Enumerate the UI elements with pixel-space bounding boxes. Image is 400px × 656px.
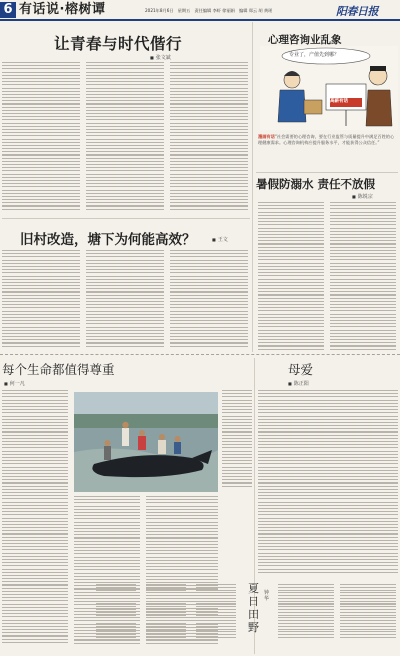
- poem-byline-text: 钟华: [264, 590, 270, 602]
- article-swim-byline: ■ 陈锐宗: [352, 193, 373, 200]
- cartoon-caption: [258, 134, 396, 146]
- article-life-body-col4: [222, 390, 252, 490]
- masthead-meta: 2021年8月6日 星期五 责任编辑 李虾 徐丽娟 编辑 郑云 胡 黄瑶: [145, 8, 273, 13]
- article-mother-title: 母爱: [288, 362, 314, 377]
- article-youth-body-col3: [170, 62, 248, 214]
- page-number-badge: [0, 2, 16, 18]
- article-swim-body-col1: [258, 202, 324, 352]
- cartoon-speech-text: 专业了，产值先到哪？: [289, 52, 340, 58]
- fold-divider: [0, 354, 400, 355]
- divider-cartoon: [256, 172, 398, 173]
- article-renovation-byline: ■ 王文: [212, 236, 228, 243]
- cartoon-sign-text: 高薪有话: [330, 99, 348, 104]
- cartoon-box: [256, 22, 398, 170]
- article-youth: [2, 22, 250, 218]
- poem-column-a: [96, 584, 136, 648]
- article-mother-body: [258, 390, 398, 576]
- poem-summer: [96, 578, 398, 654]
- masthead-rule: [0, 19, 400, 21]
- poem-summer-byline: [264, 590, 272, 602]
- article-renovation-body-col1: [2, 250, 80, 350]
- cartoon-illustration: [260, 46, 398, 130]
- cartoon-caption-label: 漫画有话: [258, 134, 275, 139]
- article-mother: [258, 358, 398, 578]
- poem-column-c: [196, 584, 236, 648]
- column-divider: [252, 22, 253, 352]
- article-life-title: 每个生命都值得尊重: [2, 362, 115, 377]
- article-life-body-col1: [2, 390, 68, 648]
- article-renovation-body-col2: [86, 250, 164, 350]
- cartoon-title: 心理咨询业乱象: [268, 34, 342, 46]
- article-mother-byline: ■ 陈正阳: [288, 380, 309, 387]
- article-youth-byline: ■ 张文斌: [150, 54, 171, 61]
- article-renovation-title: 旧村改造，塘下为何能高效？: [20, 232, 196, 248]
- cartoon-caption-text: “社会需要的心理咨询，要在行业监管与质量提升中满足百姓的心理健康需求。心理咨询机构应提升服务水平，才能获得公众信任。”: [258, 134, 395, 145]
- article-renovation: [2, 222, 250, 352]
- section-title: 有话说·榕树谭: [19, 2, 106, 17]
- poem-column-d: [278, 584, 334, 648]
- article-swim-title: 暑假防溺水 责任不放假: [256, 177, 376, 191]
- article-youth-body-col1: [2, 62, 80, 214]
- article-swim: [256, 176, 398, 354]
- article-youth-body-col2: [86, 62, 164, 214]
- article-swim-body-col2: [330, 202, 396, 352]
- article-youth-title: 让青春与时代偕行: [54, 35, 183, 53]
- poem-column-e: [340, 584, 396, 648]
- poem-summer-title: 夏日田野: [248, 582, 259, 634]
- poem-column-b: [146, 584, 186, 648]
- masthead: [0, 0, 400, 20]
- article-life-byline: ■ 何一凡: [4, 380, 25, 387]
- divider-youth: [2, 218, 250, 219]
- page-number: 6: [3, 2, 13, 17]
- beach-rescue-photo: [74, 392, 218, 492]
- article-renovation-body-col3: [170, 250, 248, 350]
- paper-name: 阳春日报: [336, 5, 378, 18]
